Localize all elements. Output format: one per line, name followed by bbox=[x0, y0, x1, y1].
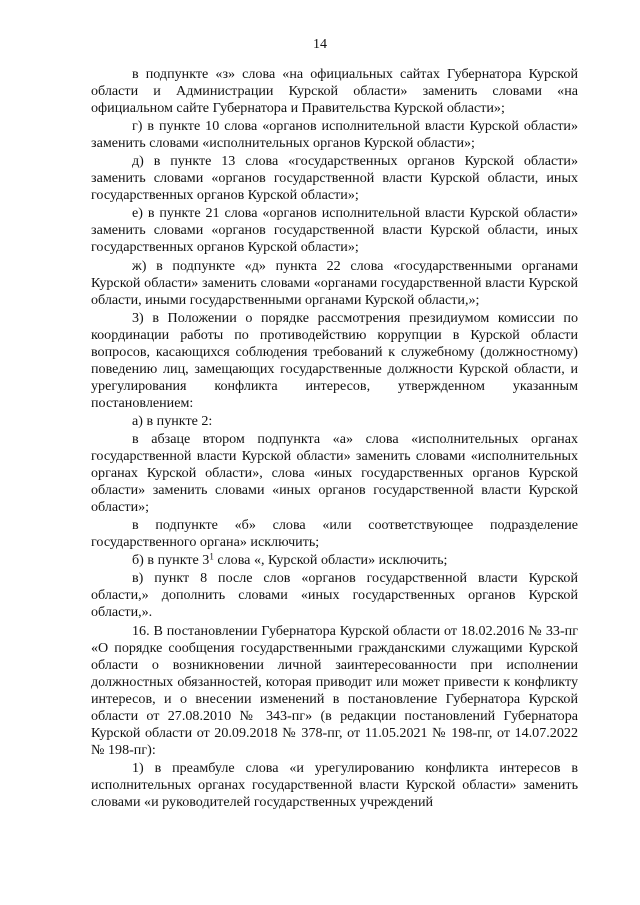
paragraph-a-b: в подпункте «б» слова «или соответствующее подразделение государственного органа» исключить; bbox=[91, 517, 578, 551]
superscript-one: 1 bbox=[209, 551, 214, 562]
paragraph-b bbox=[91, 552, 578, 569]
paragraph-zh: ж) в подпункте «д» пункта 22 слова «государственными органами Курской области» заменить словами «органами государственной власти Курской области, иными государственными органами Курской области,»; bbox=[91, 257, 578, 308]
paragraph-g: г) в пункте 10 слова «органов исполнительной власти Курской области» заменить словами «исполнительных органов Курской области»; bbox=[91, 118, 578, 152]
paragraph-e: е) в пункте 21 слова «органов исполнительной власти Курской области» заменить словами «органов государственной власти Курской области, иных государственных органов Курской области»; bbox=[91, 205, 578, 256]
paragraph-16-1: 1) в преамбуле слова «и урегулированию конфликта интересов в исполнительных органах государственной власти Курской области» заменить словами «и руководителей государственных учреждений bbox=[91, 759, 578, 810]
paragraph-3: 3) в Положении о порядке рассмотрения президиумом комиссии по координации работы по противодействию коррупции в Курской области вопросов, касающихся соблюдения требований к служебному (должностному) поведению лиц, замещающих государственные должности Курской области, и урегулирования конфликта интересов, утвержденном указанным постановлением: bbox=[91, 309, 578, 411]
paragraph-d: д) в пункте 13 слова «государственных органов Курской области» заменить словами «органов государственной власти Курской области, иных государственных органов Курской области»; bbox=[91, 153, 578, 204]
paragraph-a-abzac: в абзаце втором подпункта «а» слова «исполнительных органах государственной власти Курской области» заменить словами «исполнительных органах Курской области», слова «иных государственных органов Курской области» заменить словами «иных органов государственной власти Курской области»; bbox=[91, 430, 578, 516]
paragraph-b-start: б) в пункте 3 bbox=[132, 552, 210, 569]
paragraph-a: а) в пункте 2: bbox=[132, 412, 213, 429]
paragraph-v: в) пункт 8 после слов «органов государственной власти Курской области,» дополнить словами «иных государственных органов Курской области,». bbox=[91, 570, 578, 621]
paragraph-z: в подпункте «з» слова «на официальных сайтах Губернатора Курской области и Администрации Курской области» заменить словами «на официальном сайте Губернатора и Правительства Курской области»; bbox=[91, 66, 578, 117]
paragraph-16: 16. В постановлении Губернатора Курской области от 18.02.2016 № 33-пг «О порядке сообщения государственными гражданскими служащими Курской области о возникновении личной заинтересованности при исполнении должностных обязанностей, которая приводит или может привести к конфликту интересов, и о внесении изменений в постановление Губернатора Курской области от 27.08.2010 № 343-пг» (в редакции постановлений Губернатора Курской области от 20.09.2018 № 378-пг, от 11.05.2021 № 198-пг, от 14.07.2022 № 198-пг): bbox=[91, 622, 578, 758]
page-number: 14 bbox=[313, 37, 327, 52]
document-body bbox=[91, 66, 578, 811]
paragraph-b-end: слова «, Курской области» исключить; bbox=[213, 552, 448, 569]
